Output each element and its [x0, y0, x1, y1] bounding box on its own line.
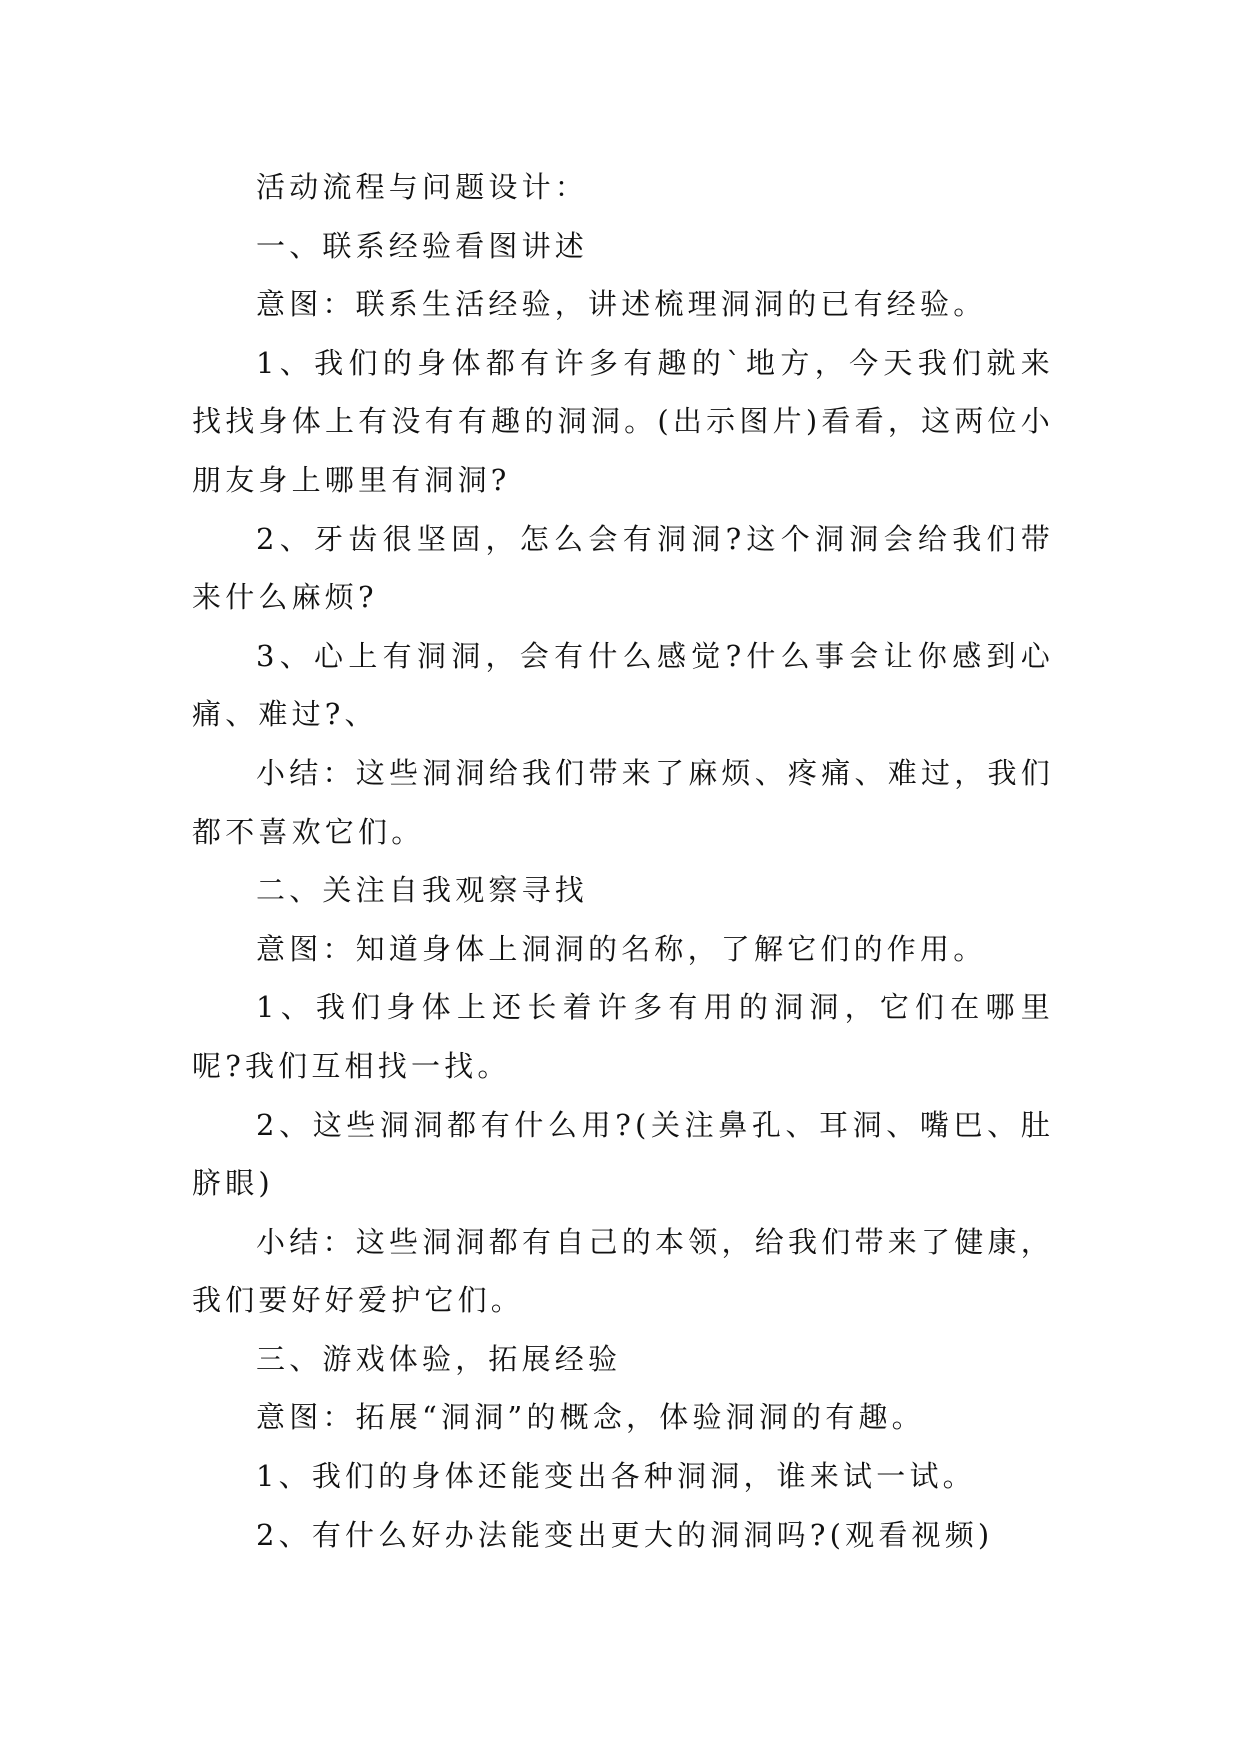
intent-paragraph-three: 意图：拓展“洞洞”的概念，体验洞洞的有趣。: [256, 1400, 925, 1435]
intent-paragraph-two: 意图：知道身体上洞洞的名称，了解它们的作用。: [256, 931, 987, 966]
section-heading-three: 三、游戏体验，拓展经验: [256, 1341, 622, 1376]
document-page: [192, 158, 1054, 1564]
summary-paragraph-two: 小结：这些洞洞都有自己的本领，给我们带来了健康，我们要好好爱护它们。: [192, 1224, 1054, 1318]
section-heading-activity-flow: 活动流程与问题设计：: [256, 170, 589, 204]
question-paragraph-3-1: 1、我们的身体还能变出各种洞洞，谁来试一试。: [256, 1459, 976, 1494]
summary-paragraph-one: 小结：这些洞洞给我们带来了麻烦、疼痛、难过，我们都不喜欢它们。: [192, 755, 1054, 849]
section-heading-two: 二、关注自我观察寻找: [256, 873, 589, 908]
question-paragraph-2-1: 1、我们身体上还长着许多有用的洞洞，它们在哪里呢?我们互相找一找。: [192, 990, 1054, 1083]
question-paragraph-2-2: 2、这些洞洞都有什么用?(关注鼻孔、耳洞、嘴巴、肚脐眼): [192, 1107, 1054, 1201]
question-paragraph-3-2: 2、有什么好办法能变出更大的洞洞吗?(观看视频): [256, 1517, 994, 1552]
question-paragraph-1-3: 3、心上有洞洞，会有什么感觉?什么事会让你感到心痛、难过?、: [192, 638, 1054, 732]
intent-paragraph-one: 意图：联系生活经验，讲述梳理洞洞的已有经验。: [256, 287, 987, 322]
question-paragraph-1-1: 1、我们的身体都有许多有趣的`地方，今天我们就来找找身体上有没有有趣的洞洞。(出示图片)看看，这两位小朋友身上哪里有洞洞?: [192, 345, 1054, 497]
section-heading-one: 一、联系经验看图讲述: [256, 228, 589, 263]
question-paragraph-1-2: 2、牙齿很坚固，怎么会有洞洞?这个洞洞会给我们带来什么麻烦?: [192, 521, 1054, 615]
